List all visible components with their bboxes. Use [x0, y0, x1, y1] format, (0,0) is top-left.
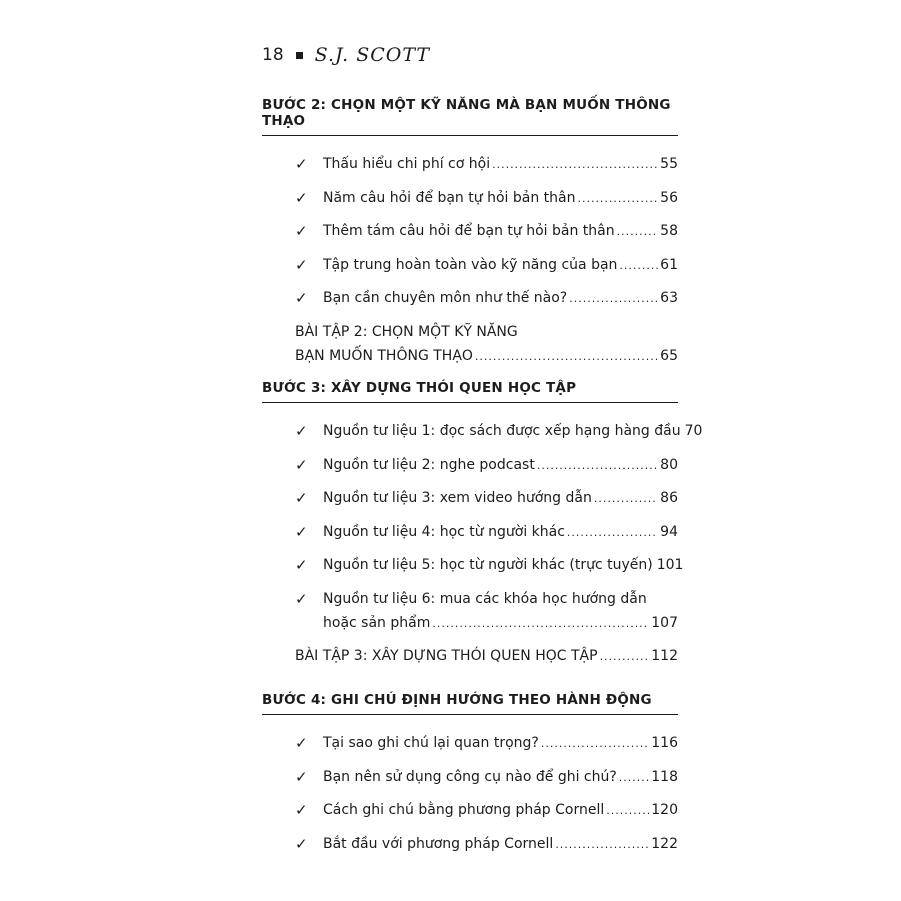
dot-leader: [577, 187, 658, 211]
entry-title: Tại sao ghi chú lại quan trọng?: [323, 735, 539, 751]
check-icon: ✓: [295, 834, 308, 853]
check-icon: ✓: [295, 589, 308, 608]
entry-title: Tập trung hoàn toàn vào kỹ năng của bạn: [323, 256, 618, 273]
toc-entry[interactable]: [262, 286, 678, 320]
entry-title: Thấu hiểu chi phí cơ hội: [323, 156, 491, 172]
check-icon: ✓: [295, 155, 308, 173]
check-icon: ✓: [295, 455, 308, 474]
entry-page: 112: [651, 647, 678, 664]
dot-leader: [475, 345, 658, 369]
check-icon: ✓: [295, 767, 308, 786]
toc-entry[interactable]: [262, 832, 678, 866]
dot-leader: [606, 799, 649, 823]
entry-title: Nguồn tư liệu 1: đọc sách được xếp hạng hàng đầu: [323, 423, 681, 439]
entry-title: Nguồn tư liệu 4: học từ người khác: [323, 523, 565, 540]
toc-entry[interactable]: [262, 186, 678, 220]
separator-bullet: [296, 52, 303, 59]
entry-page: 86: [660, 490, 678, 506]
entry-page: 61: [660, 256, 678, 273]
exercise-entry[interactable]: [262, 320, 678, 369]
section-step-4: [262, 692, 678, 865]
entry-page: 65: [660, 347, 678, 364]
check-icon: ✓: [295, 255, 308, 274]
entry-title: Thêm tám câu hỏi để bạn tự hỏi bản thân: [323, 223, 615, 239]
check-icon: ✓: [295, 556, 308, 574]
page-number: 18: [262, 45, 284, 65]
toc-entry[interactable]: [262, 419, 703, 453]
check-icon: ✓: [295, 422, 308, 440]
exercise-title-line-1: BÀI TẬP 2: CHỌN MỘT KỸ NĂNG: [295, 323, 518, 340]
entry-page: 116: [651, 735, 678, 751]
entry-title: Cách ghi chú bằng phương pháp Cornell: [323, 802, 605, 818]
check-icon: ✓: [295, 522, 308, 541]
entry-title: Bạn nên sử dụng công cụ nào để ghi chú?: [323, 768, 617, 785]
toc-entry[interactable]: [262, 219, 678, 253]
check-icon: ✓: [295, 289, 308, 307]
dot-leader: [619, 254, 658, 278]
exercise-title: BÀI TẬP 3: XÂY DỰNG THÓI QUEN HỌC TẬP: [295, 647, 598, 664]
check-icon: ✓: [295, 734, 308, 752]
dot-leader: [567, 521, 658, 545]
entry-page: 55: [660, 156, 678, 172]
toc-entry[interactable]: [262, 453, 678, 487]
check-icon: ✓: [295, 801, 308, 819]
dot-leader: [555, 833, 649, 857]
check-icon: ✓: [295, 489, 308, 507]
entry-page: 63: [660, 290, 678, 306]
toc-entry[interactable]: [262, 553, 684, 587]
entry-page: 120: [651, 802, 678, 818]
dot-leader: [617, 220, 659, 244]
entry-page: 118: [651, 768, 678, 785]
dot-leader: [600, 645, 650, 669]
entry-title: Năm câu hỏi để bạn tự hỏi bản thân: [323, 189, 576, 206]
entry-page: 122: [651, 835, 678, 852]
entry-title: Bạn cần chuyên môn như thế nào?: [323, 290, 568, 306]
check-icon: ✓: [295, 188, 308, 207]
section-title: BƯỚC 3: XÂY DỰNG THÓI QUEN HỌC TẬP: [262, 380, 678, 403]
running-head: [262, 44, 430, 66]
toc-entry[interactable]: [262, 520, 678, 554]
section-title: BƯỚC 2: CHỌN MỘT KỸ NĂNG MÀ BẠN MUỐN THÔNG THẠO: [262, 97, 678, 136]
section-step-2: [262, 97, 678, 369]
exercise-title-line-2: BẠN MUỐN THÔNG THẠO: [295, 347, 473, 364]
toc-entry[interactable]: [262, 486, 678, 520]
entry-page: 80: [660, 456, 678, 473]
dot-leader: [432, 612, 649, 636]
section-step-3: [262, 380, 703, 669]
exercise-entry[interactable]: [262, 644, 678, 669]
dot-leader: [492, 153, 658, 177]
toc-entry[interactable]: [262, 253, 678, 287]
dot-leader: [541, 732, 649, 756]
entry-page: 70: [684, 423, 703, 439]
entry-page: 107: [651, 614, 678, 631]
entry-title: Nguồn tư liệu 5: học từ người khác (trực tuyến): [323, 557, 653, 573]
toc-entry[interactable]: [262, 152, 678, 186]
section-title: BƯỚC 4: GHI CHÚ ĐỊNH HƯỚNG THEO HÀNH ĐỘNG: [262, 692, 678, 715]
entry-page: 58: [660, 223, 678, 239]
dot-leader: [569, 287, 658, 311]
entry-page: 101: [656, 557, 684, 573]
entry-title: Nguồn tư liệu 2: nghe podcast: [323, 456, 535, 473]
author-name: S.J. SCOTT: [314, 44, 431, 66]
entry-title: Nguồn tư liệu 3: xem video hướng dẫn: [323, 490, 592, 506]
dot-leader: [619, 766, 649, 790]
entry-page: 56: [660, 189, 678, 206]
toc-entry[interactable]: [262, 587, 678, 644]
toc-entry[interactable]: [262, 798, 678, 832]
toc-entry[interactable]: [262, 765, 678, 799]
entry-title-line-2: hoặc sản phẩm: [323, 614, 431, 631]
entry-title-line-1: Nguồn tư liệu 6: mua các khóa học hướng dẫn: [323, 590, 647, 607]
dot-leader: [594, 487, 658, 511]
toc-entry[interactable]: [262, 731, 678, 765]
entry-page: 94: [660, 523, 678, 540]
check-icon: ✓: [295, 222, 308, 240]
entry-title: Bắt đầu với phương pháp Cornell: [323, 835, 554, 852]
dot-leader: [537, 454, 658, 478]
